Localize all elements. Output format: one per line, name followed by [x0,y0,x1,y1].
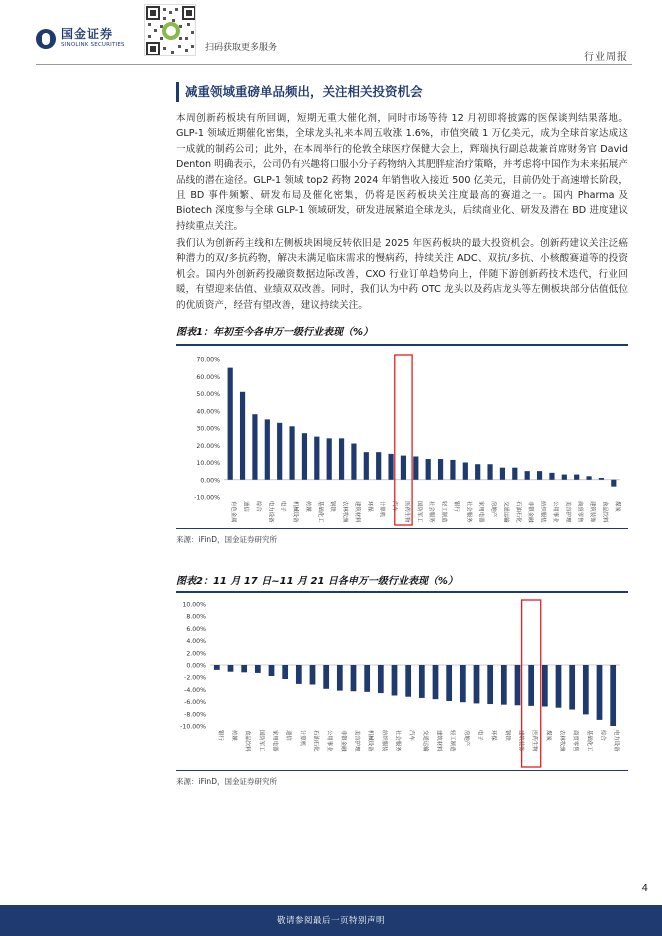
body-paragraph-2: 我们认为创新药主线和左侧板块困境反转依旧是 2025 年医药板块的最大投资机会。创新药建议关注泛癌种潜力的双/多抗药物，解决未满足临床需求的慢病药，持续关注 ADC、双抗/多抗、小核酸赛道等的投资机会。国内外创新药投融资数据边际改善，CXO 行业订单趋势向上，伴随下游创新药技术迭代，行业回暖，有望迎来估值、业绩双双改善。同时，我们认为中药 OTC 龙头以及药店龙头等左侧板块部分估值低位的优质资产，经营有望改善，建议持续关注。 [176,238,628,311]
y-tick-label: 10.00% [196,460,220,467]
chart-ytd-industry-performance [176,347,628,527]
x-tick-label: 轻工制造 [440,501,447,523]
bar-mark [337,665,343,691]
x-tick-label: 交通运输 [502,501,509,523]
bar-mark [339,438,344,479]
figure2-bottom-rule [176,770,628,771]
figure1-source: 来源：iFinD，国金证券研究所 [176,535,277,544]
y-tick-label: -8.00% [184,711,206,719]
bar-mark [228,368,233,480]
x-tick-label: 美容护理 [353,730,360,752]
bar-mark [388,454,393,480]
x-tick-label: 电子 [476,730,483,741]
logo-name-cn: 国金证券 [61,27,114,41]
x-tick-label: 食品饮料 [244,730,251,752]
report-type-label: 行业周报 [584,52,628,63]
bar-mark [487,665,493,704]
bar-mark [419,665,425,698]
section-title: 减重领域重磅单品频出，关注相关投资机会 [176,82,628,102]
y-tick-label: 8.00% [186,613,206,621]
bar-mark [240,392,245,480]
x-tick-label: 计算机 [298,730,305,747]
y-tick-label: -6.00% [184,699,206,707]
x-tick-label: 美容护理 [564,501,571,523]
x-tick-label: 非银金融 [527,501,534,523]
bar-mark [549,473,554,480]
x-tick-label: 煤炭 [613,501,620,512]
x-tick-label: 煤炭 [544,730,551,741]
bar-mark [512,468,517,480]
x-tick-label: 机械设备 [292,501,299,523]
bar-mark [583,665,589,714]
bar-mark [474,665,480,703]
x-tick-label: 农林牧渔 [341,501,348,523]
x-tick-label: 农林牧渔 [558,730,565,752]
x-tick-label: 计算机 [378,501,385,518]
y-tick-label: -10.00% [194,494,220,502]
y-tick-label: -2.00% [184,674,206,682]
x-tick-label: 环保 [366,501,373,512]
x-tick-label: 国防军工 [257,730,264,752]
figure2-source: 来源：iFinD，国金证券研究所 [176,777,277,786]
bar-mark [438,459,443,480]
x-tick-label: 医药生物 [531,730,538,752]
x-tick-label: 电力设备 [267,501,274,523]
bar-mark [586,476,591,479]
x-tick-label: 建筑装饰 [517,730,524,752]
x-tick-label: 房地产 [490,501,497,518]
x-tick-label: 汽车 [391,501,398,512]
x-tick-label: 汽车 [408,730,415,741]
x-tick-label: 传媒 [304,501,311,512]
y-tick-label: 0.00% [186,662,206,670]
figure2-title: 图表2：11 月 17 日~11 月 21 日各申万一级行业表现（%） [176,576,458,587]
x-tick-label: 社会服务 [465,501,472,523]
y-tick-label: -10.00% [180,723,206,731]
x-tick-label: 交通运输 [421,730,428,752]
x-tick-label: 钢铁 [329,501,336,512]
y-tick-label: 30.00% [196,425,220,433]
y-tick-label: 10.00% [182,601,206,609]
y-tick-label: 2.00% [186,650,206,658]
x-tick-label: 食品饮料 [601,501,608,523]
page-number: 4 [641,883,648,894]
bar-mark [323,665,329,689]
body-paragraph-1: 本周创新药板块有所回调，短期无重大催化剂，同时市场等待 12 月初即将披露的医保谈判结果落地。GLP-1 领域近期催化密集，全球龙头礼来本周五收涨 1.6%，市值突破 1 万亿美元，成为全球首家达成这一成就的制药公司；此外，在本周举行的伦敦全球医疗保健大会上，辉瑞执行副总裁兼首席财务官 David Denton 明确表示，公司仍有兴趣将口服小分子药物纳入其肥胖症治疗策略，并考虑将中国作为未来拓展产品线的潜在途径。GLP-1 领域 top2 药物 2024 年销售收入接近 500 亿美元，目前仍处于高速增长阶段，且 BD 事件频繁、研发布局及催化密集，仍将是医药板块关注度最高的赛道之一。国内 Pharma 及 Biotech 深度参与全球 GLP-1 领域研发，研发进展紧追全球龙头，后续商业化、研发及潜在 BD 进度建议持续重点关注。 [176,113,628,232]
y-tick-label: 70.00% [196,356,220,364]
x-tick-label: 纺织服装 [380,730,387,752]
x-tick-label: 基础化工 [585,730,592,752]
bar-mark [433,665,439,699]
x-tick-label: 银行 [452,501,459,512]
x-tick-label: 非银金融 [339,730,346,752]
x-tick-label: 房地产 [462,730,469,747]
bar-mark [569,665,575,710]
page-header [0,0,662,64]
bar-mark [351,444,356,480]
bar-mark [599,478,604,480]
bar-mark [405,665,411,697]
bar-mark [542,665,548,706]
bar-mark [314,437,319,480]
bar-mark [302,433,307,480]
bar-mark [269,665,275,676]
x-tick-label: 社会服务 [394,730,401,752]
x-tick-label: 综合 [599,730,606,741]
x-tick-label: 医药生物 [403,501,410,523]
x-tick-label: 建筑装饰 [589,501,596,523]
bar-mark [392,665,398,696]
figure2-top-rule [176,591,628,593]
bar-mark [310,665,316,685]
x-tick-label: 建筑材料 [353,501,360,523]
x-tick-label: 石油石化 [514,501,521,523]
x-tick-label: 机械设备 [367,730,374,752]
bar-mark [525,471,530,480]
y-tick-label: 40.00% [196,408,220,416]
y-tick-label: 20.00% [196,442,220,450]
x-tick-label: 公用事业 [326,730,333,752]
x-tick-label: 建筑材料 [435,730,442,752]
bar-mark [475,464,480,480]
x-tick-label: 综合 [254,501,261,512]
bar-mark [252,414,257,480]
bar-mark [426,459,431,480]
logo-mark-icon [36,29,56,49]
bar-mark [574,475,579,480]
x-tick-label: 银行 [216,730,223,741]
figure1-top-rule [176,344,628,346]
bar-mark [228,665,234,672]
scan-prompt: 扫码获取更多服务 [205,43,278,53]
bar-mark [501,665,507,705]
bar-mark [282,665,288,679]
bar-mark [556,665,562,708]
bar-mark [528,665,534,706]
x-tick-label: 社会服务 [428,501,435,523]
bar-mark [515,665,521,705]
y-tick-label: 6.00% [186,625,206,633]
x-tick-label: 公用事业 [551,501,558,523]
company-logo [36,28,125,49]
figure1-bottom-rule [176,528,628,529]
y-tick-label: -4.00% [184,686,206,694]
bar-mark [364,665,370,692]
y-tick-label: 4.00% [186,638,206,646]
x-tick-label: 商贸零售 [572,730,579,752]
footer-disclaimer: 敬请参阅最后一页特别声明 [276,916,385,926]
x-tick-label: 家用电器 [477,501,484,523]
highlight-box [395,355,412,525]
bar-mark [460,665,466,702]
bar-mark [376,452,381,480]
bar-mark [255,665,261,673]
bar-mark [265,419,270,479]
y-tick-label: 50.00% [196,391,220,398]
bar-mark [611,480,616,487]
figure1-title: 图表1：年初至今各申万一级行业表现（%） [176,327,373,338]
x-tick-label: 通信 [285,730,292,741]
x-tick-label: 轻工制造 [449,730,456,752]
bar-mark [500,468,505,480]
bar-mark [450,460,455,480]
x-tick-label: 电子 [279,501,286,512]
x-tick-label: 通信 [242,501,249,512]
x-tick-label: 传媒 [230,730,237,741]
x-tick-label: 纺织服装 [539,501,546,523]
header-divider [36,64,632,65]
x-tick-label: 有色金属 [230,501,237,523]
qr-code-icon[interactable] [144,4,196,56]
x-tick-label: 环保 [490,730,497,741]
bar-mark [446,665,452,701]
x-tick-label: 国防军工 [415,501,422,523]
bar-mark [327,438,332,479]
bar-mark [289,426,294,479]
bar-mark [597,665,603,720]
bar-mark [562,475,567,480]
bar-mark [463,463,468,480]
bar-mark [296,665,302,684]
bar-mark [364,452,369,480]
x-tick-label: 电力设备 [613,730,620,752]
chart-weekly-industry-performance [176,594,628,769]
bar-mark [487,464,492,480]
logo-name-en: SINOLINK SECURITIES [61,42,125,48]
y-tick-label: 0.00% [200,477,220,485]
x-tick-label: 基础化工 [316,501,323,523]
bar-mark [214,665,220,670]
bar-mark [413,456,418,479]
x-tick-label: 商贸零售 [576,501,583,523]
bar-mark [610,665,616,726]
y-tick-label: 60.00% [196,373,220,381]
x-tick-label: 石油石化 [312,730,319,752]
x-tick-label: 钢铁 [503,730,510,741]
bar-mark [351,665,357,691]
bar-mark [401,456,406,480]
page-footer [0,905,662,936]
bar-mark [537,471,542,480]
bar-mark [241,665,247,672]
x-tick-label: 家用电器 [271,730,278,752]
bar-mark [277,423,282,480]
bar-mark [378,665,384,693]
